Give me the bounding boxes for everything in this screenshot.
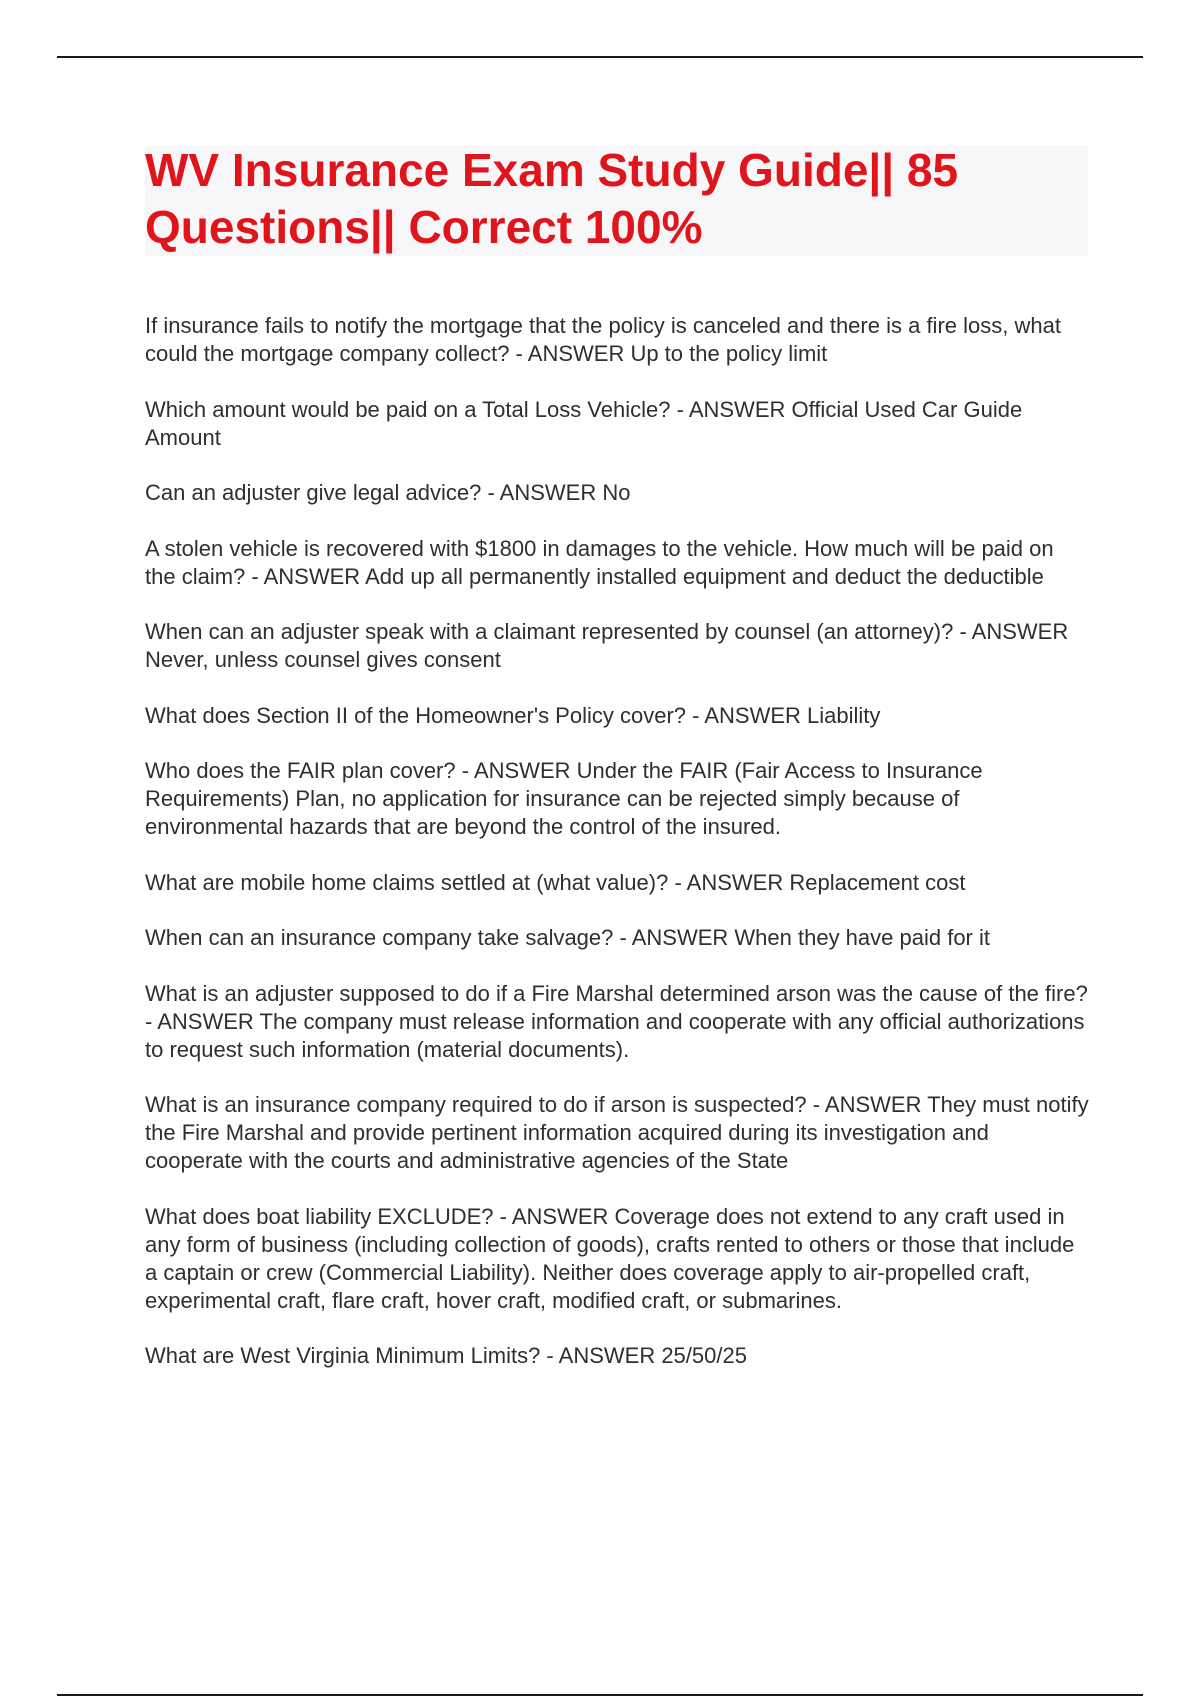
qa-item: When can an insurance company take salvage? - ANSWER When they have paid for it [145,925,990,950]
qa-item: What does Section II of the Homeowner's Policy cover? - ANSWER Liability [145,702,881,728]
qa-item: What is an insurance company required to do if arson is suspected? - ANSWER They must notify the Fire Marshal and provide pertinent information acquired during its investigation and cooperate with the courts and administrative agencies of the State [145,1092,1089,1173]
qa-item: Which amount would be paid on a Total Loss Vehicle? - ANSWER Official Used Car Guide Amount [145,396,1023,450]
qa-item: What does boat liability EXCLUDE? - ANSWER Coverage does not extend to any craft used in any form of business (including collection of goods), crafts rented to others or those that include a captain or crew (Commercial Liability). Neither does coverage apply to air-propelled craft, experimental craft, flare craft, hover craft, modified craft, or submarines. [145,1203,1075,1313]
qa-item: What are mobile home claims settled at (what value)? - ANSWER Replacement cost [145,869,966,895]
top-rule [57,56,1143,58]
qa-item: If insurance fails to notify the mortgage that the policy is canceled and there is a fire loss, what could the mortgage company collect? - ANSWER Up to the policy limit [145,313,1061,366]
qa-item: Who does the FAIR plan cover? - ANSWER Under the FAIR (Fair Access to Insurance Requirements) Plan, no application for insurance can be rejected simply because of environmental hazards that are beyond the control of the insured. [145,758,983,839]
qa-list [145,312,1090,1398]
qa-item: When can an adjuster speak with a claimant represented by counsel (an attorney)? - ANSWER Never, unless counsel gives consent [145,619,1069,672]
qa-item: Can an adjuster give legal advice? - ANSWER No [145,480,631,505]
bottom-rule [57,1694,1143,1696]
qa-item: A stolen vehicle is recovered with $1800 in damages to the vehicle. How much will be paid on the claim? - ANSWER Add up all permanently installed equipment and deduct the deductible [145,535,1054,589]
qa-item: What are West Virginia Minimum Limits? - ANSWER 25/50/25 [145,1343,747,1368]
qa-item: What is an adjuster supposed to do if a Fire Marshal determined arson was the cause of the fire? - ANSWER The company must release information and cooperate with any official authorizations to request such information (material documents). [145,980,1088,1062]
document-title: WV Insurance Exam Study Guide|| 85 Questions|| Correct 100% [145,144,959,253]
